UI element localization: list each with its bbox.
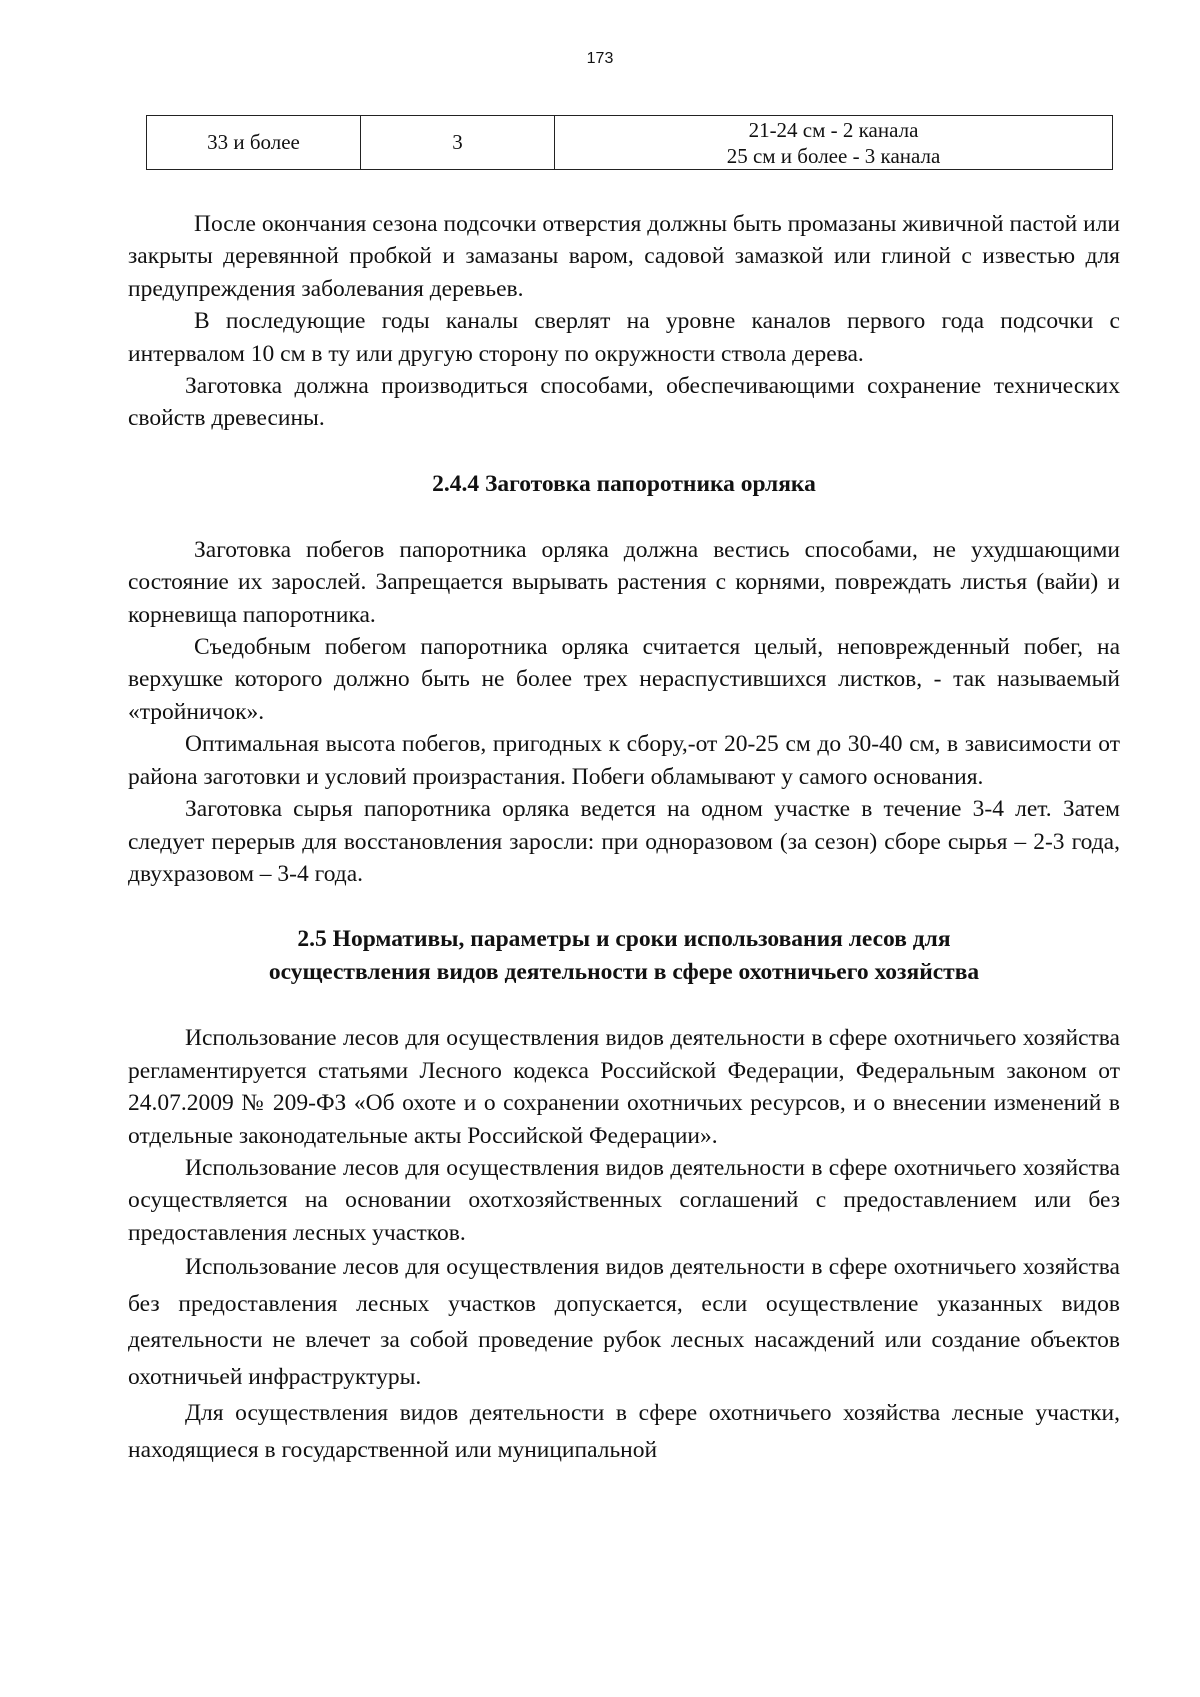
paragraph: Использование лесов для осуществления видов деятельности в сфере охотничьего хозяйства без предоставления лесных участков допускается, если осуществление указанных видов деятельности не влечет за собой проведение рубок лесных насаждений или создание объектов охотничьей инфраструктуры. — [128, 1254, 1120, 1390]
section-heading-2-5 — [128, 923, 1120, 989]
table-cell-channels: 3 — [361, 116, 555, 170]
table-cell-line: 21-24 см - 2 канала — [748, 117, 919, 142]
page-number: 173 — [586, 50, 614, 67]
norms-table — [146, 115, 1113, 170]
paragraph: Использование лесов для осуществления видов деятельности в сфере охотничьего хозяйства регламентируется статьями Лесного кодекса Российской Федерации, Федеральным законом от 24.07.2009 № 209-ФЗ «Об охоте и о сохранении охотничьих ресурсов, и о внесении изменений в отдельные законодательные акты Российской Федерации». — [128, 1025, 1120, 1149]
table-cell-diameter — [555, 116, 1113, 170]
heading-line: 2.5 Нормативы, параметры и сроки использования лесов для — [297, 926, 951, 953]
paragraph: Заготовка должна производиться способами, обеспечивающими сохранение технических свойств древесины. — [128, 373, 1120, 432]
table-cell-age: 33 и более — [147, 116, 361, 170]
table-row — [147, 116, 1113, 170]
paragraph: Заготовка побегов папоротника орляка должна вестись способами, не ухудшающими состояние их зарослей. Запрещается вырывать растения с корнями, повреждать листья (вайи) и корневища папоротника. — [128, 536, 1120, 628]
paragraph: Использование лесов для осуществления видов деятельности в сфере охотничьего хозяйства осуществляется на основании охотхозяйственных соглашений с предоставлением или без предоставления лесных участков. — [128, 1154, 1120, 1246]
section-heading-2-4-4: 2.4.4 Заготовка папоротника орляка — [432, 470, 816, 497]
heading-line: осуществления видов деятельности в сфере охотничьего хозяйства — [268, 959, 980, 986]
document-body — [128, 208, 1120, 1468]
paragraph: После окончания сезона подсочки отверстия должны быть промазаны живичной пастой или закрыты деревянной пробкой и замазаны варом, садовой замазкой или глиной с известью для предупреждения заболевания деревьев. — [128, 211, 1120, 302]
paragraph: Оптимальная высота побегов, пригодных к сбору,-от 20-25 см до 30-40 см, в зависимости от района заготовки и условий произрастания. Побеги обламывают у самого основания. — [128, 731, 1120, 790]
paragraph: Съедобным побегом папоротника орляка считается целый, неповрежденный побег, на верхушке которого должно быть не более трех нераспустившихся листков, - так называемый «тройничок». — [128, 634, 1120, 725]
paragraph: В последующие годы каналы сверлят на уровне каналов первого года подсочки с интервалом 10 см в ту или другую сторону по окружности ствола дерева. — [128, 308, 1120, 367]
paragraph: Заготовка сырья папоротника орляка ведется на одном участке в течение 3-4 лет. Затем следует перерыв для восстановления заросли: при одноразовом (за сезон) сборе сырья – 2-3 года, двухразовом – 3-4 года. — [128, 796, 1120, 887]
table-cell-line: 25 см и более - 3 канала — [726, 143, 941, 168]
paragraph: Для осуществления видов деятельности в сфере охотничьего хозяйства лесные участки, находящиеся в государственной или муниципальной — [128, 1400, 1120, 1463]
